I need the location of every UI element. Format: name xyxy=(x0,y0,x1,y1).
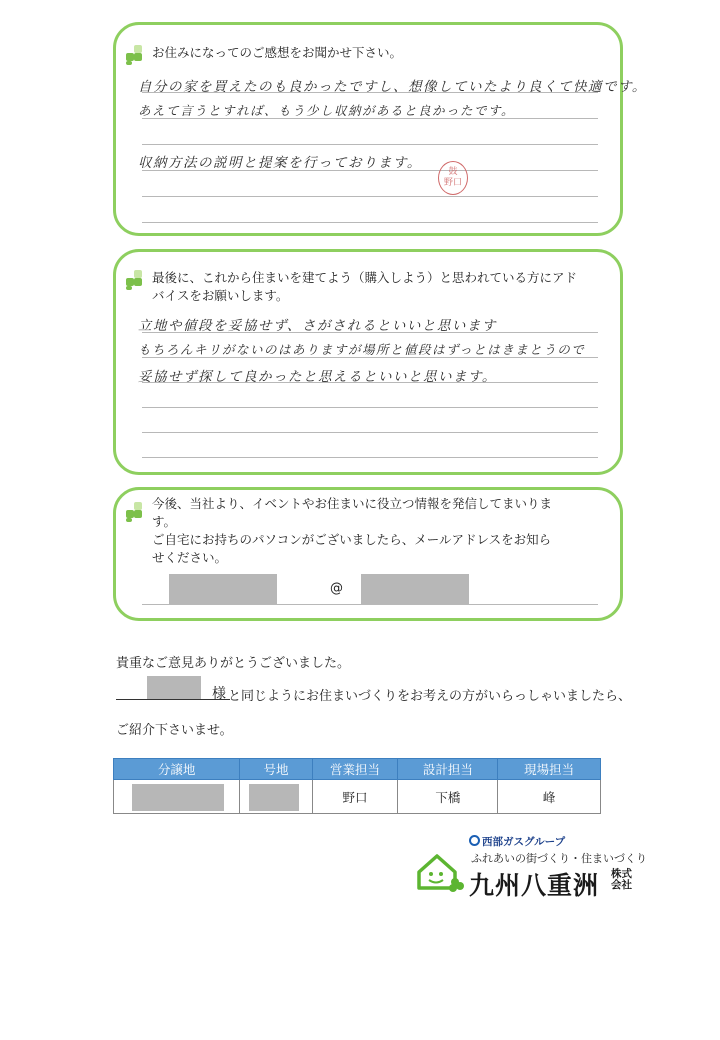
cell-sales: 野口 xyxy=(312,780,398,814)
table-header-row xyxy=(114,759,601,780)
seal-stamp: 鼓 野口 xyxy=(438,161,468,195)
honorific-sama: 様 xyxy=(212,686,226,702)
answer-rule xyxy=(142,222,598,223)
answer-rule xyxy=(142,432,598,433)
cell-lot-number xyxy=(240,780,312,814)
impression-section xyxy=(113,22,647,236)
assignment-table xyxy=(113,758,601,814)
mailing-text-line: す。 xyxy=(152,514,177,529)
advice-question-line: バイスをお願いします。 xyxy=(152,288,289,303)
cell-lot xyxy=(114,780,240,814)
group-name: 西部ガスグループ xyxy=(469,834,565,849)
header-lot-number: 号地 xyxy=(240,759,312,780)
mailing-text-line: せください。 xyxy=(152,550,228,565)
handwritten-answer: 妥協せず探して良かったと思えるといいと思います。 xyxy=(138,369,497,385)
clover-leaf-icon xyxy=(126,502,146,522)
table-row xyxy=(114,780,601,814)
redacted-lot-number xyxy=(249,784,299,811)
answer-rule xyxy=(142,457,598,458)
answer-rule xyxy=(142,144,598,145)
header-design: 設計担当 xyxy=(398,759,498,780)
email-rule xyxy=(142,604,598,605)
header-lot: 分譲地 xyxy=(114,759,240,780)
handwritten-reply: 収納方法の説明と提案を行っております。 xyxy=(138,155,422,171)
redacted-email-domain xyxy=(361,574,469,604)
impression-question: お住みになってのご感想をお聞かせ下さい。 xyxy=(152,45,403,60)
introduce-text: ご紹介下さいませ。 xyxy=(116,723,233,738)
house-clover-icon xyxy=(415,852,465,894)
header-sales: 営業担当 xyxy=(312,759,398,780)
redacted-customer-name xyxy=(147,676,201,699)
thanks-text: 貴重なご意見ありがとうございました。 xyxy=(116,656,351,671)
company-logo xyxy=(415,834,645,904)
cell-design: 下橋 xyxy=(398,780,498,814)
cell-site: 峰 xyxy=(498,780,601,814)
handwritten-answer: あえて言うとすれば、もう少し収納があると良かったです。 xyxy=(138,103,516,118)
handwritten-answer: もちろんキリがないのはありますが場所と値段はずっとはきまとうので xyxy=(138,342,586,357)
header-site: 現場担当 xyxy=(498,759,601,780)
handwritten-answer: 立地や値段を妥協せず、さがされるといいと思います xyxy=(138,318,497,334)
referral-text: と同じようにお住まいづくりをお考えの方がいらっしゃいましたら、 xyxy=(228,689,632,704)
answer-rule xyxy=(142,196,598,197)
answer-rule xyxy=(142,407,598,408)
email-at-sign: @ xyxy=(330,581,343,596)
mailing-text-line: ご自宅にお持ちのパソコンがございましたら、メールアドレスをお知ら xyxy=(152,532,552,547)
clover-leaf-icon xyxy=(126,270,146,290)
advice-question-line: 最後に、これから住まいを建てよう（購入しよう）と思われている方にアド xyxy=(152,270,578,285)
seibu-gas-logo-icon xyxy=(469,835,480,846)
redacted-lot xyxy=(132,784,224,811)
company-suffix: 株式 会社 xyxy=(611,868,632,891)
company-name: 九州八重洲 xyxy=(469,871,600,900)
advice-section xyxy=(113,249,623,475)
handwritten-answer: 自分の家を買えたのも良かったですし、想像していたより良くて快適です。 xyxy=(138,79,647,95)
mailing-section xyxy=(113,487,623,621)
redacted-email-user xyxy=(169,574,277,604)
company-tagline: ふれあいの街づくり・住まいづくり xyxy=(471,852,647,865)
mailing-text-line: 今後、当社より、イベントやお住まいに役立つ情報を発信してまいりま xyxy=(152,496,553,511)
clover-leaf-icon xyxy=(126,45,146,65)
